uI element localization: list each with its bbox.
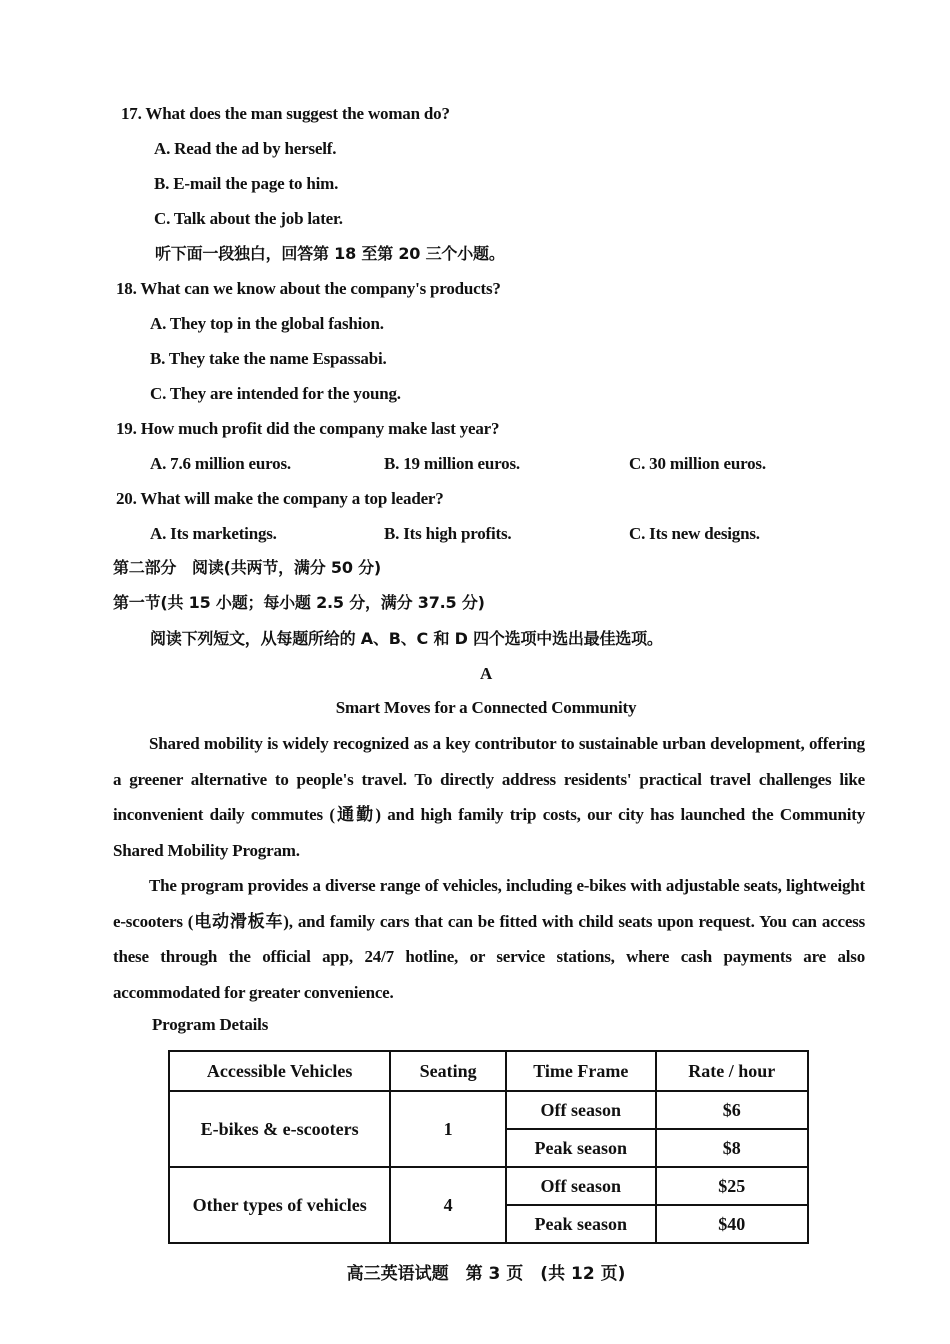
question-17-option-a: A. Read the ad by herself. xyxy=(154,139,337,158)
header-rate-per-hour: Rate / hour xyxy=(656,1051,808,1091)
question-19-stem: 19. How much profit did the company make last year? xyxy=(116,419,500,438)
table-row xyxy=(169,1167,808,1205)
header-accessible-vehicles: Accessible Vehicles xyxy=(169,1051,390,1091)
passage-paragraph-2-text: The program provides a diverse range of vehicles, including e-bikes with adjustable seats, lightweight e-scooters (电动滑板车), and family cars that can be fitted with child seats upon request. You can access these through the official app, 24/7 hotline, or service stations, where cash payments are also accommodated for greater convenience. xyxy=(113,876,865,1002)
table-row xyxy=(169,1091,808,1129)
question-18-option-b: B. They take the name Espassabi. xyxy=(150,349,387,368)
question-18-stem: 18. What can we know about the company's products? xyxy=(116,279,501,298)
question-17-stem: 17. What does the man suggest the woman do? xyxy=(121,104,450,123)
header-seating: Seating xyxy=(390,1051,506,1091)
part-two-heading: 第二部分 阅读(共两节，满分 50 分) xyxy=(113,558,382,577)
question-20-stem: 20. What will make the company a top leader? xyxy=(116,489,444,508)
passage-paragraph-2 xyxy=(113,868,865,1010)
vehicle-cell: Other types of vehicles xyxy=(169,1167,390,1243)
question-18-option-a: A. They top in the global fashion. xyxy=(150,314,384,333)
question-20-option-c: C. Its new designs. xyxy=(629,524,760,543)
question-18-option-c: C. They are intended for the young. xyxy=(150,384,401,403)
header-time-frame: Time Frame xyxy=(506,1051,656,1091)
rate-cell: $6 xyxy=(656,1091,808,1129)
section-one-heading: 第一节(共 15 小题；每小题 2.5 分，满分 37.5 分) xyxy=(113,593,485,612)
instruction-18-20: 听下面一段独白，回答第 18 至第 20 三个小题。 xyxy=(155,244,505,263)
program-details-table xyxy=(168,1050,809,1244)
question-20-option-b: B. Its high profits. xyxy=(384,524,512,543)
seating-cell: 1 xyxy=(390,1091,506,1167)
page-footer: 高三英语试题 第 3 页 (共 12 页) xyxy=(346,1264,626,1284)
rate-cell: $40 xyxy=(656,1205,808,1243)
vehicle-cell: E-bikes & e-scooters xyxy=(169,1091,390,1167)
passage-label: A xyxy=(479,664,493,683)
time-frame-cell: Peak season xyxy=(506,1129,656,1167)
question-19-option-b: B. 19 million euros. xyxy=(384,454,520,473)
passage-paragraph-1-text: Shared mobility is widely recognized as a key contributor to sustainable urban development, offering a greener alternative to people's travel. To directly address residents' practical travel challenges like inconvenient daily commutes (通勤) and high family trip costs, our city has launched the Community Shared Mobility Program. xyxy=(113,734,865,860)
reading-instruction: 阅读下列短文，从每题所给的 A、B、C 和 D 四个选项中选出最佳选项。 xyxy=(150,629,663,648)
passage-paragraph-1 xyxy=(113,726,865,868)
rate-cell: $8 xyxy=(656,1129,808,1167)
question-19-option-a: A. 7.6 million euros. xyxy=(150,454,291,473)
question-19-option-c: C. 30 million euros. xyxy=(629,454,766,473)
time-frame-cell: Off season xyxy=(506,1091,656,1129)
question-17-option-c: C. Talk about the job later. xyxy=(154,209,343,228)
question-20-option-a: A. Its marketings. xyxy=(150,524,277,543)
table-header-row xyxy=(169,1051,808,1091)
program-details-heading: Program Details xyxy=(152,1015,269,1034)
question-17-option-b: B. E-mail the page to him. xyxy=(154,174,339,193)
passage-title: Smart Moves for a Connected Community xyxy=(335,698,637,717)
rate-cell: $25 xyxy=(656,1167,808,1205)
seating-cell: 4 xyxy=(390,1167,506,1243)
time-frame-cell: Peak season xyxy=(506,1205,656,1243)
time-frame-cell: Off season xyxy=(506,1167,656,1205)
